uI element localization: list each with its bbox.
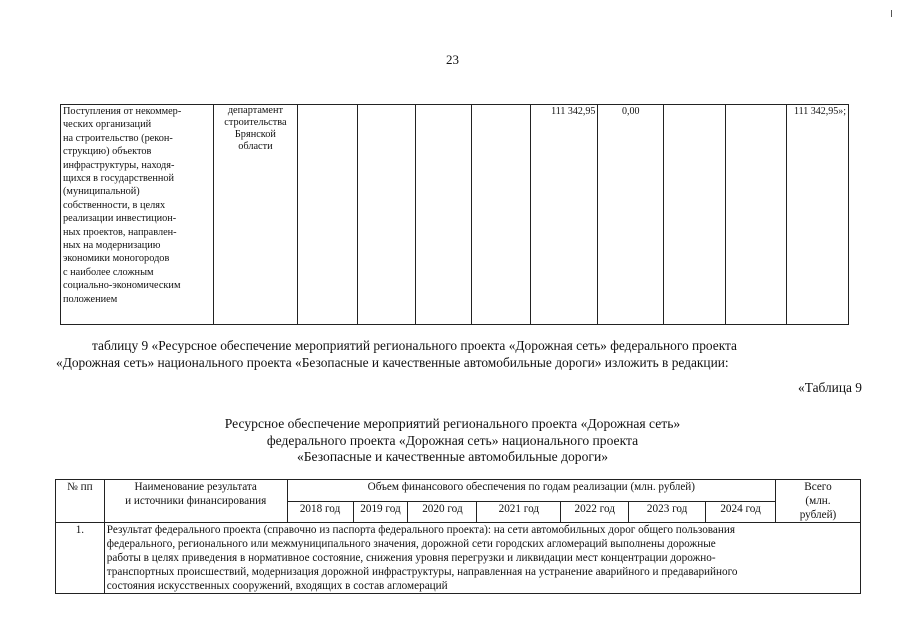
resource-table-fragment — [60, 104, 849, 325]
page-number: 23 — [446, 52, 459, 67]
funding-source-cell: Поступления от некоммер- ческих организаций на строительство (рекон- струкцию) объектов инфраструктуры, находя- щихся в государственной (муниципальной) собственности, в целях реализации инвестицион- ных проектов, направлен- ных на модернизацию экономики моногородов с наиболее сложным социально-экономическим положением — [61, 105, 214, 325]
paragraph-line: таблицу 9 «Ресурсное обеспечение мероприятий регионального проекта «Дорожная сеть» федерального проекта — [92, 338, 737, 353]
column-header-volume: Объем финансового обеспечения по годам реализации (млн. рублей) — [287, 480, 775, 502]
total-cell: 111 342,95»; — [786, 105, 848, 325]
empty-cell — [471, 105, 531, 325]
column-header-name: Наименование результата и источники финансирования — [104, 480, 287, 523]
year-header: 2024 год — [706, 501, 776, 523]
column-header-total: Всего (млн. рублей) — [776, 480, 861, 523]
year-header: 2023 год — [629, 501, 706, 523]
value-cell: 111 342,95 — [531, 105, 598, 325]
resource-table — [55, 479, 861, 594]
table-title: Ресурсное обеспечение мероприятий регионального проекта «Дорожная сеть» федерального проекта «Дорожная сеть» национального проекта «Безопасные и качественные автомобильные дороги» — [224, 416, 681, 464]
empty-cell — [297, 105, 357, 325]
year-header: 2020 год — [408, 501, 477, 523]
year-header: 2018 год — [287, 501, 353, 523]
empty-cell — [415, 105, 471, 325]
column-header-num: № пп — [56, 480, 105, 523]
row-number: 1. — [56, 523, 105, 594]
year-header: 2019 год — [353, 501, 408, 523]
year-header: 2021 год — [477, 501, 561, 523]
empty-cell — [664, 105, 726, 325]
empty-cell — [357, 105, 415, 325]
year-header: 2022 год — [561, 501, 629, 523]
table-row — [56, 523, 861, 594]
executor-cell: департамент строительства Брянской области — [213, 105, 297, 325]
table-label: «Таблица 9 — [798, 380, 862, 395]
empty-cell — [726, 105, 787, 325]
paragraph-line: «Дорожная сеть» национального проекта «Безопасные и качественные автомобильные дороги» изложить в редакции: — [56, 355, 729, 370]
table-row — [61, 105, 849, 325]
corner-mark — [891, 10, 892, 17]
table-header-row — [56, 480, 861, 502]
result-description: Результат федерального проекта (справочно из паспорта федерального проекта): на сети автомобильных дорог общего пользования федерального, регионального или межмуниципального значения, дорожной сети городских агломераций выполнены дорожные работы в целях приведения в нормативное состояние, снижения уровня перегрузки и ликвидации мест концентрации дорожно- транспортных происшествий, модернизация дорожной инфраструктуры, направленная на устранение аварийного и предаварийного состояния искусственных сооружений, входящих в состав агломераций — [104, 523, 860, 594]
value-cell: 0,00 — [598, 105, 664, 325]
